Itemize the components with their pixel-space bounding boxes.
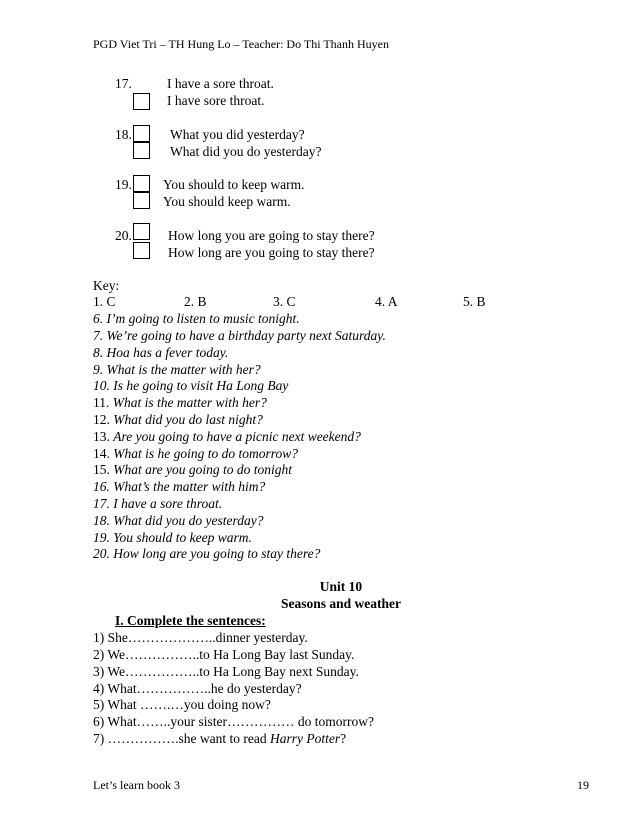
key-answer: 8. Hoa has a fever today. xyxy=(93,345,229,360)
sentence-item: 4) What……………..he do yesterday? xyxy=(93,681,302,696)
mc-answer: 1. C xyxy=(93,294,116,309)
key-answer: 19. You should to keep warm. xyxy=(93,530,252,545)
question-number: 19. xyxy=(115,177,132,192)
key-answer: 14. What is he going to do tomorrow? xyxy=(93,446,299,461)
question-number: 18. xyxy=(115,127,132,142)
key-answer: 13. Are you going to have a picnic next weekend? xyxy=(93,429,361,444)
answer-box[interactable] xyxy=(133,142,150,159)
mc-answer: 4. A xyxy=(375,294,398,309)
unit-title: Unit 10 xyxy=(319,579,363,594)
key-answer: 10. Is he going to visit Ha Long Bay xyxy=(93,378,289,393)
question-number: 17. xyxy=(115,76,132,91)
option-a: You should to keep warm. xyxy=(163,177,305,192)
key-answer: 17. I have a sore throat. xyxy=(93,496,223,511)
key-answer: 11. What is the matter with her? xyxy=(93,395,267,410)
question-number: 20. xyxy=(115,228,132,243)
page-number: 19 xyxy=(577,778,589,792)
key-answer: 18. What did you do yesterday? xyxy=(93,513,264,528)
option-a: How long you are going to stay there? xyxy=(168,228,375,243)
key-answer: 7. We’re going to have a birthday party next Saturday. xyxy=(93,328,386,343)
option-b: I have sore throat. xyxy=(167,93,265,108)
sentence-item: 6) What……..your sister…………… do tomorrow? xyxy=(93,714,374,729)
sentence-item: 5) What …….…you doing now? xyxy=(93,697,271,712)
key-answer: 6. I’m going to listen to music tonight. xyxy=(93,311,300,326)
key-answer: 20. How long are you going to stay there? xyxy=(93,546,321,561)
key-answer: 15. What are you going to do tonight xyxy=(93,462,292,477)
option-a: What you did yesterday? xyxy=(170,127,305,142)
key-title: Key: xyxy=(93,278,120,293)
mc-answer: 3. C xyxy=(273,294,296,309)
sentence-item: 3) We……………..to Ha Long Bay next Sunday. xyxy=(93,664,359,679)
sentence-item: 2) We……………..to Ha Long Bay last Sunday. xyxy=(93,647,355,662)
option-b: What did you do yesterday? xyxy=(170,144,322,159)
answer-box[interactable] xyxy=(133,175,150,192)
key-answer: 12. What did you do last night? xyxy=(93,412,263,427)
answer-box[interactable] xyxy=(133,192,150,209)
mc-answer: 2. B xyxy=(184,294,207,309)
sentence-item: 7) …………….she want to read Harry Potter? xyxy=(93,731,347,746)
option-b: You should keep warm. xyxy=(163,194,291,209)
option-b: How long are you going to stay there? xyxy=(168,245,375,260)
answer-box[interactable] xyxy=(133,242,150,259)
mc-answer: 5. B xyxy=(463,294,486,309)
answer-box[interactable] xyxy=(133,223,150,240)
key-answer: 9. What is the matter with her? xyxy=(93,362,261,377)
option-a: I have a sore throat. xyxy=(167,76,274,91)
section-heading: I. Complete the sentences: xyxy=(115,613,266,628)
sentence-item: 1) She………………..dinner yesterday. xyxy=(93,630,308,645)
unit-subtitle: Seasons and weather xyxy=(280,596,401,611)
answer-box[interactable] xyxy=(133,93,150,110)
key-answer: 16. What’s the matter with him? xyxy=(93,479,266,494)
footer-book: Let’s learn book 3 xyxy=(93,778,180,792)
page-header: PGD Viet Tri – TH Hung Lo – Teacher: Do Thi Thanh Huyen xyxy=(93,37,389,51)
answer-box[interactable] xyxy=(133,125,150,142)
